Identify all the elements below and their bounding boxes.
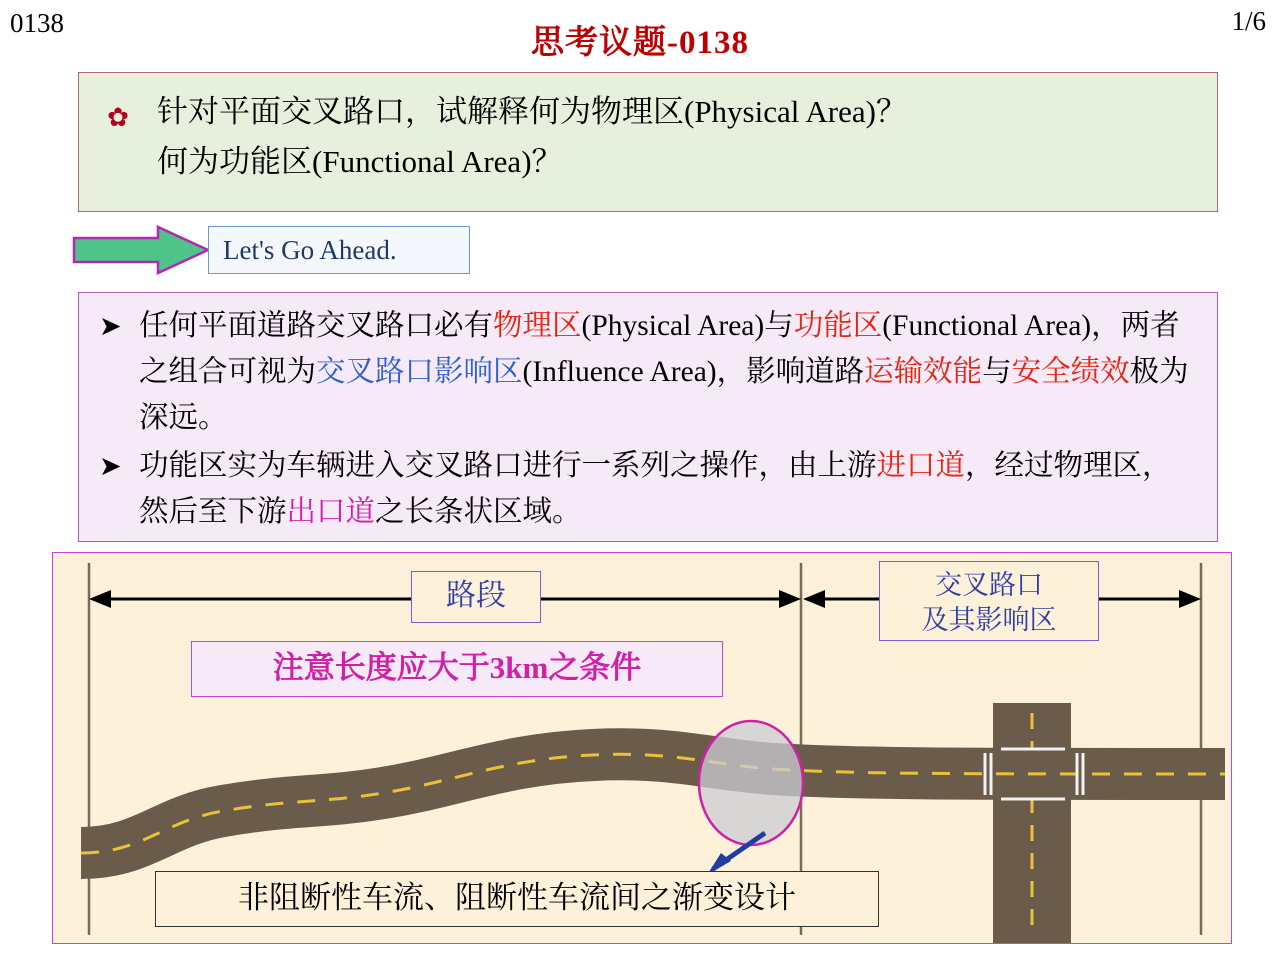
green-right-arrow-icon xyxy=(72,224,212,276)
label-intersection-line2: 及其影响区 xyxy=(921,604,1057,635)
exp1-seg2: 物理区 xyxy=(493,310,582,342)
exp1-seg8: 运输效能 xyxy=(864,356,983,389)
question-line-2: 何为功能区(Functional Area)？ xyxy=(157,144,563,180)
rose-icon: ✿ xyxy=(107,103,129,132)
label-transition-design: 非阻断性车流、阻断性车流间之渐变设计 xyxy=(155,871,879,927)
exp1-seg7: (Influence Area)，影响道路 xyxy=(522,356,865,389)
label-road-segment: 路段 xyxy=(411,571,541,623)
question-line-1: 针对平面交叉路口，试解释何为物理区(Physical Area)？ xyxy=(157,94,907,129)
question-text xyxy=(157,87,1201,187)
bullet-arrow-icon-2: ➤ xyxy=(99,451,122,482)
exp1-seg3: (Physical Area)与 xyxy=(581,310,794,342)
label-intersection-line1: 交叉路口 xyxy=(935,570,1043,600)
bullet-arrow-icon: ➤ xyxy=(99,311,122,341)
page-number: 1/6 xyxy=(1231,6,1266,36)
exp2-seg1: 功能区实为车辆进入交叉路口进行一系列之操作，由上游 xyxy=(139,450,877,483)
exp1-seg9: 与 xyxy=(982,356,1012,389)
exp1-seg11: 极为深远。 xyxy=(139,356,1189,435)
exp2-seg3: ，经过物理区，然后至下游 xyxy=(139,450,1172,529)
exp1-seg10: 安全绩效 xyxy=(1011,356,1130,389)
question-box xyxy=(78,72,1218,212)
exp1-seg4: 功能区 xyxy=(793,310,883,342)
exp2-seg5: 之长条状区域。 xyxy=(375,496,582,529)
page-title: 思考议题-0138 xyxy=(531,25,749,61)
exp1-seg5: (Functional Area)，两者之组合可视为 xyxy=(139,310,1180,389)
slide-corner-id: 0138 xyxy=(10,8,64,38)
transition-zone-ellipse xyxy=(699,721,803,845)
exp2-seg2: 进口道 xyxy=(876,450,966,483)
explanation-item-2 xyxy=(93,443,1201,535)
lets-go-ahead-label: Let's Go Ahead. xyxy=(208,226,470,274)
label-intersection-area xyxy=(879,561,1099,641)
exp1-seg1: 任何平面道路交叉路口必有 xyxy=(139,310,494,342)
exp2-seg4: 出口道 xyxy=(286,496,376,529)
figure-diagram xyxy=(52,552,1232,944)
vertical-road xyxy=(993,703,1071,944)
explanation-item-1 xyxy=(93,303,1201,441)
label-length-note: 注意长度应大于3km之条件 xyxy=(191,641,723,697)
explanation-box xyxy=(78,292,1218,542)
exp1-seg6: 交叉路口影响区 xyxy=(316,356,523,389)
